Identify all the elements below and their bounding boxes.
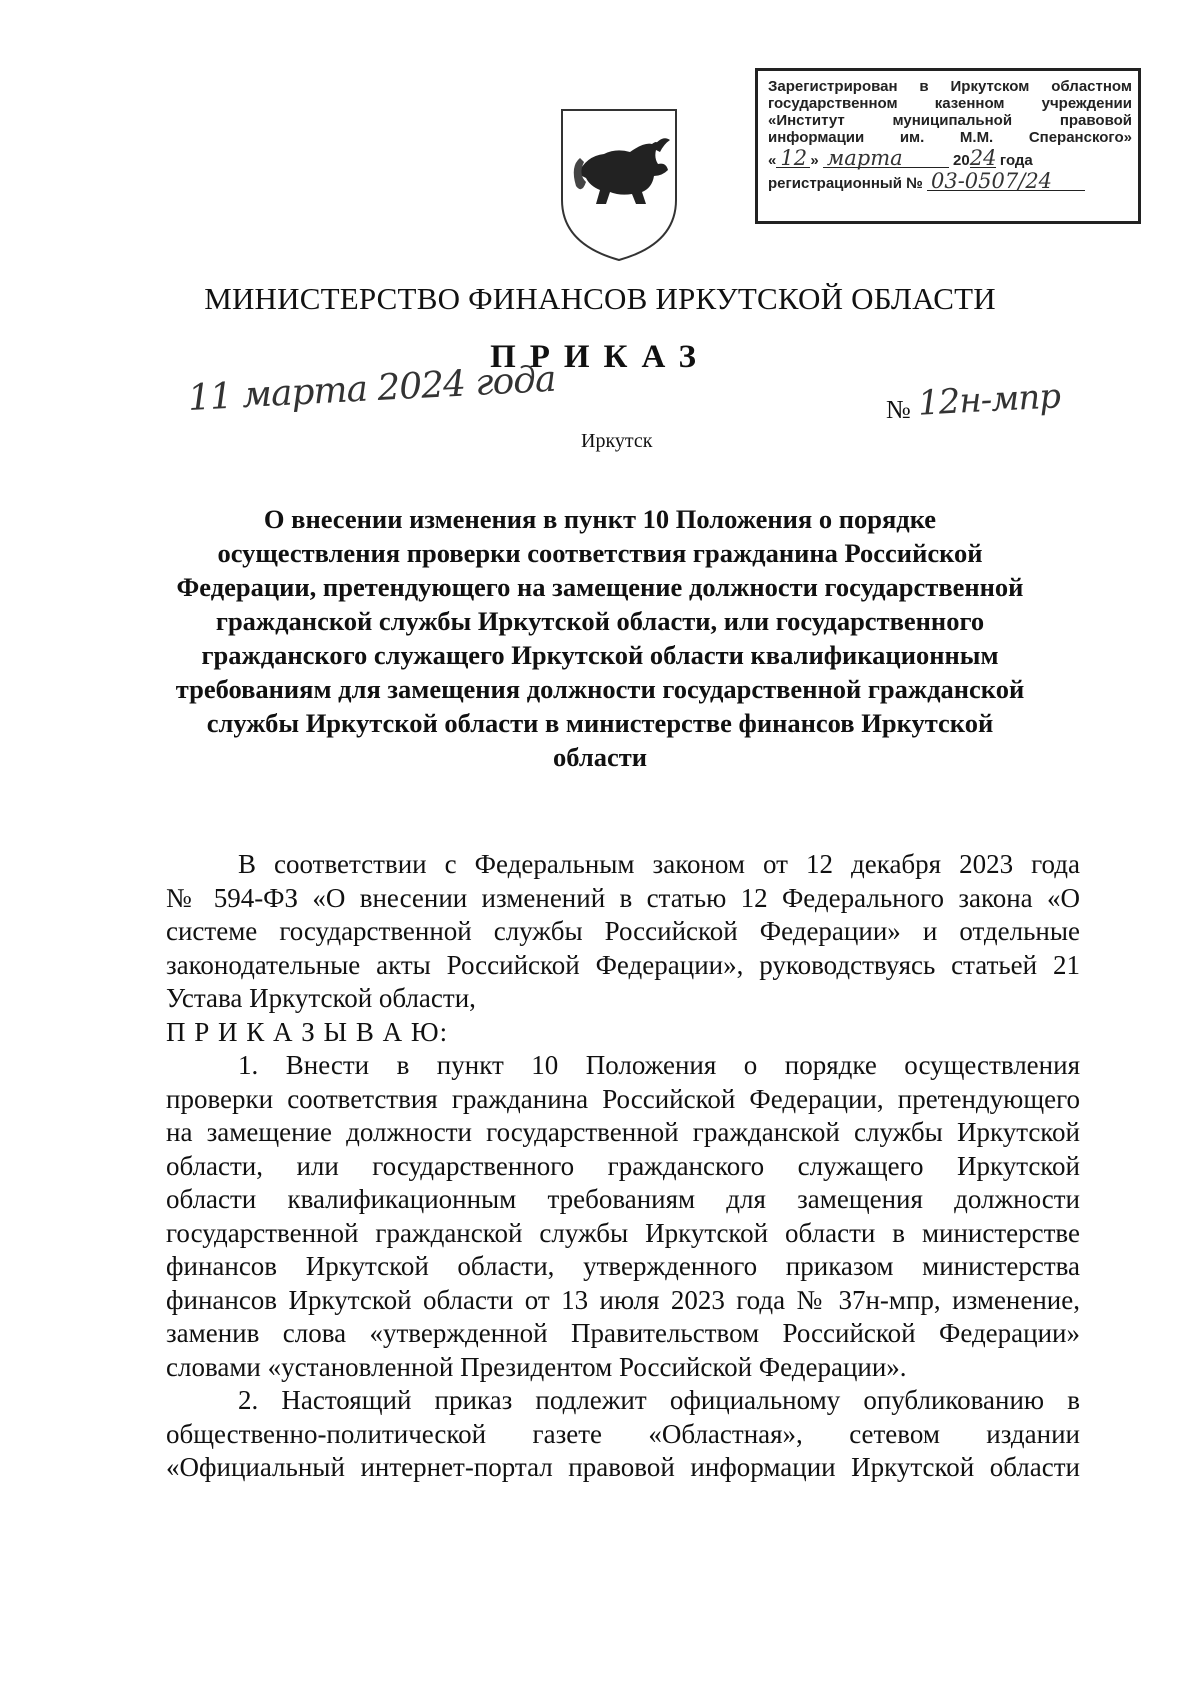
stamp-date-year-suffix: 24: [969, 146, 997, 170]
stamp-line-3: «Институт муниципальной правовой: [768, 112, 1132, 129]
item-1-line: области квалификационным требованиям для замещения должности: [166, 1184, 1080, 1214]
stamp-date-row: [768, 146, 1132, 170]
stamp-line-2: государственном казенном учреждении: [768, 95, 1132, 112]
stamp-date-year-word: года: [999, 152, 1033, 169]
title-line: осуществления проверки соответствия гражданина Российской: [217, 538, 983, 568]
stamp-date-year-prefix: 20: [953, 152, 970, 169]
item-1-line: финансов Иркутской области от 13 июля 2023 года № 37н-мпр, изменение,: [166, 1284, 1080, 1315]
item-1-line: проверки соответствия гражданина Российской Федерации, претендующего: [166, 1083, 1080, 1114]
stamp-date-open-quote: «: [768, 152, 777, 169]
document-type-heading: ПРИКАЗ: [490, 339, 710, 375]
stamp-line-4: информации им. М.М. Сперанского»: [768, 129, 1132, 146]
document-title: [150, 502, 1050, 774]
item-1-line: словами «установленной Президентом Российской Федерации».: [166, 1351, 907, 1382]
preamble-line: № 594-ФЗ «О внесении изменений в статью 12 Федерального закона «О: [166, 882, 1080, 913]
registration-stamp: [755, 68, 1141, 224]
order-word: П Р И К А З Ы В А Ю:: [166, 1016, 449, 1047]
preamble-line: Устава Иркутской области,: [166, 983, 476, 1013]
handwritten-order-number: 12н-мпр: [917, 376, 1061, 424]
title-line: гражданского служащего Иркутской области квалификационным: [201, 640, 999, 670]
item-1-line: финансов Иркутской области, утвержденного приказом министерства: [166, 1251, 1080, 1281]
stamp-date-close-quote: »: [810, 152, 819, 169]
stamp-date-day: 12: [776, 149, 810, 168]
item-2-line: 2. Настоящий приказ подлежит официальному опубликованию в: [238, 1385, 1080, 1415]
city-name: Иркутск: [581, 430, 653, 452]
title-line: требованиям для замещения должности государственной гражданской: [175, 674, 1025, 704]
item-1-line: на замещение должности государственной гражданской службы Иркутской: [166, 1117, 1080, 1147]
item-2-line: «Официальный интернет-портал правовой информации Иркутской области: [166, 1452, 1080, 1482]
title-line: гражданской службы Иркутской области, или государственного: [215, 606, 985, 636]
item-1-line: государственной гражданской службы Иркутской области в министерстве: [166, 1217, 1080, 1248]
preamble-line: законодательные акты Российской Федерации», руководствуясь статьей 21: [166, 949, 1080, 980]
item-1-line: 1. Внести в пункт 10 Положения о порядке осуществления: [238, 1050, 1080, 1080]
stamp-date-month: марта: [823, 149, 949, 168]
number-sign: №: [886, 395, 911, 424]
title-line: О внесении изменения в пункт 10 Положения о порядке: [263, 504, 937, 534]
preamble-line: системе государственной службы Российской Федерации» и отдельные: [166, 916, 1080, 946]
coat-of-arms-emblem: [556, 104, 682, 264]
title-line: службы Иркутской области в министерстве финансов Иркутской: [206, 708, 994, 738]
item-1-line: области, или государственного гражданского служащего Иркутской: [166, 1150, 1080, 1181]
ministry-name: МИНИСТЕРСТВО ФИНАНСОВ ИРКУТСКОЙ ОБЛАСТИ: [204, 281, 996, 316]
title-line: Федерации, претендующего на замещение должности государственной: [176, 572, 1024, 602]
stamp-reg-number: 03-0507/24: [927, 172, 1085, 191]
handwritten-date: 11 марта 2024 года: [186, 358, 557, 419]
stamp-line-1: Зарегистрирован в Иркутском областном: [768, 78, 1132, 95]
stamp-reg-label: регистрационный №: [768, 175, 923, 192]
title-line: области: [552, 742, 647, 772]
item-1-line: заменив слова «утвержденной Правительством Российской Федерации»: [166, 1318, 1080, 1348]
preamble-line: В соответствии с Федеральным законом от 12 декабря 2023 года: [238, 849, 1080, 879]
stamp-reg-row: [768, 169, 1132, 193]
item-2-line: общественно-политической газете «Областная», сетевом издании: [166, 1418, 1080, 1449]
